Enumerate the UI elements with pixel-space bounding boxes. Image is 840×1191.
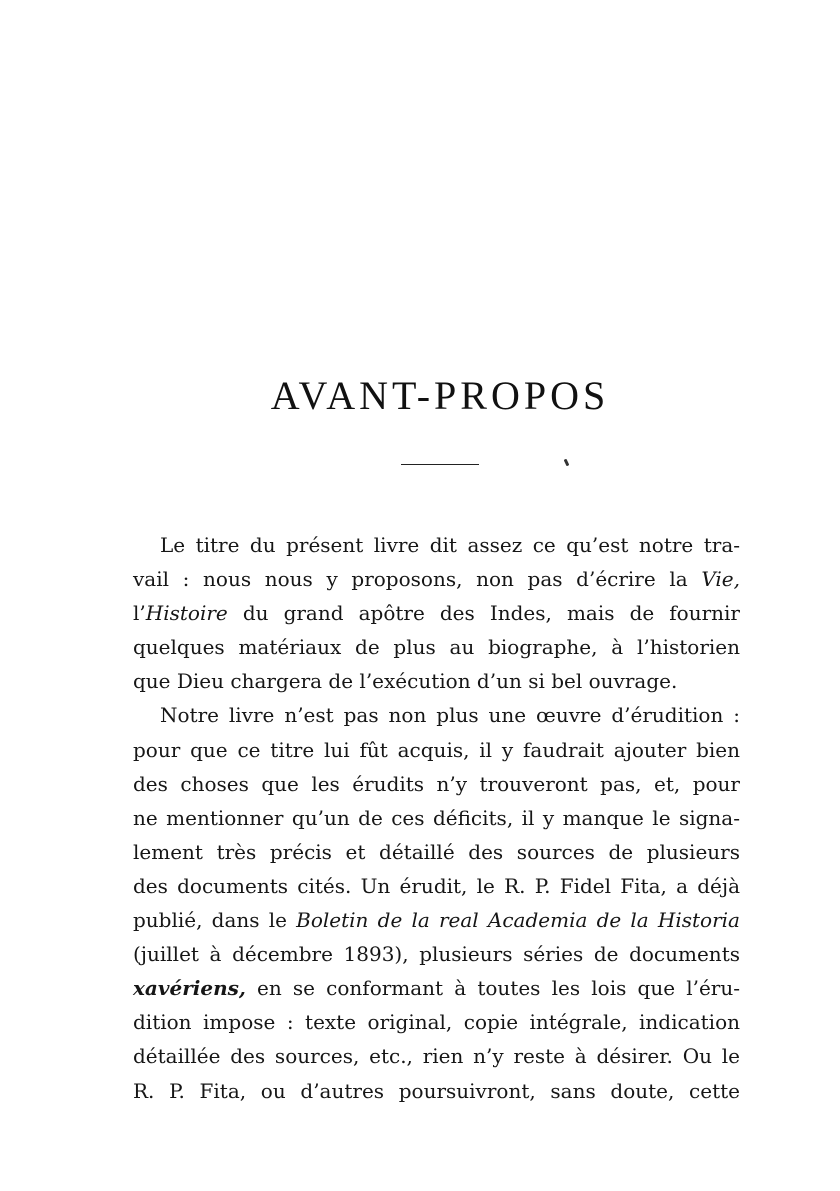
text-line: vail : nous nous y proposons, non pas d’écrire la Vie, <box>133 567 740 592</box>
text-line: xavériens, en se conformant à toutes les lois que l’éru- <box>133 976 740 1001</box>
italic-word-xaveriens: xavériens, <box>133 976 246 1001</box>
text-line: des choses que les érudits n’y trouveront pas, et, pour <box>133 771 740 796</box>
text-line: pour que ce titre lui fût acquis, il y faudrait ajouter bien <box>133 737 740 762</box>
text-line: Le titre du présent livre dit assez ce qu’est notre tra- <box>160 533 740 557</box>
text-line: dition impose : texte original, copie intégrale, indication <box>133 1010 740 1035</box>
text-line: lement très précis et détaillé des sources de plusieurs <box>133 839 740 864</box>
title-rule <box>401 464 479 465</box>
italic-title-boletin: Boletin de la real Academia de la Historia <box>296 908 740 933</box>
text-line: que Dieu chargera de l’exécution d’un si bel ouvrage. <box>133 669 678 694</box>
page-title: AVANT-PROPOS <box>270 373 610 418</box>
text-line: des documents cités. Un érudit, le R. P. Fidel Fita, a déjà <box>133 873 740 898</box>
text-line: l’Histoire du grand apôtre des Indes, mais de fournir <box>133 601 740 626</box>
italic-title-vie: Vie, <box>701 567 740 592</box>
text-line: (juillet à décembre 1893), plusieurs séries de documents <box>133 942 740 967</box>
text-line: quelques matériaux de plus au biographe, à l’historien <box>133 635 740 660</box>
body-text <box>133 528 740 1108</box>
print-speck <box>564 459 570 467</box>
text-line: détaillée des sources, etc., rien n’y reste à désirer. Ou le <box>133 1044 740 1069</box>
text-line: publié, dans le Boletin de la real Academia de la Historia <box>133 908 740 933</box>
italic-title-histoire: Histoire <box>145 601 228 626</box>
text-line: R. P. Fita, ou d’autres poursuivront, sans doute, cette <box>133 1078 740 1103</box>
text-line: Notre livre n’est pas non plus une œuvre d’érudition : <box>160 703 740 728</box>
text-line: ne mentionner qu’un de ces déficits, il y manque le signa- <box>133 805 740 830</box>
